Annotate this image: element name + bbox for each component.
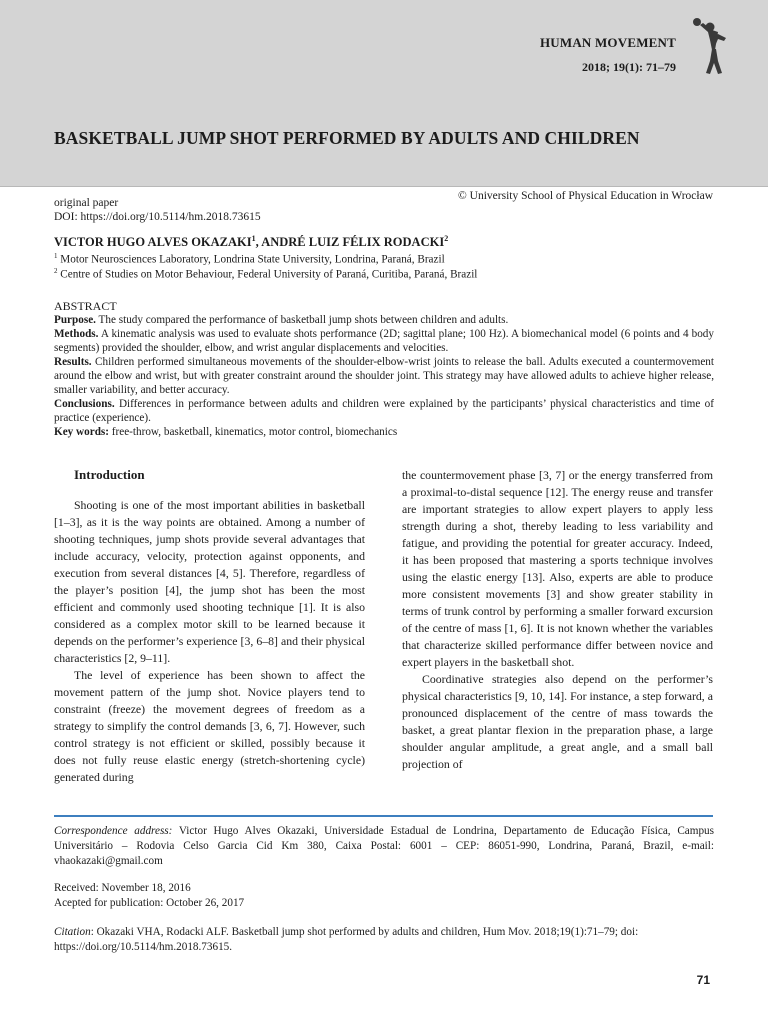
- body-paragraph: Coordinative strategies also depend on the performer’s physical characteristics [9, 10, 14]. For instance, a step forward, a pronounced displacement of the centre of mass towards the basket, a great plantar flexion in the preparation phase, a large shoulder angular amplitude, a great angle, and a small ball projection of: [402, 672, 713, 771]
- keywords-label: Key words:: [54, 426, 109, 438]
- affiliation-2-number: 2: [54, 267, 58, 275]
- affiliation-1-number: 1: [54, 252, 58, 260]
- author-2: ANDRÉ LUIZ FÉLIX RODACKI: [261, 235, 445, 250]
- affiliation-1: [54, 252, 445, 266]
- author-2-affiliation: 2: [444, 234, 449, 243]
- body-paragraph: The level of experience has been shown to affect the movement pattern of the jump shot. Novice players tend to constraint (freeze) the movement degrees of freedom as a strategy to simplify the control demands [3, 6, 7]. However, such control strategy is not efficient or skilled, possibly because it does not fully reuse elastic energy (stretch-shortening cycle) generated during: [54, 668, 365, 784]
- copyright: © University School of Physical Education in Wrocław: [458, 190, 713, 202]
- journal-header: [0, 0, 768, 187]
- abstract-conclusions: [54, 397, 714, 425]
- affiliation-1-text: Motor Neurosciences Laboratory, Londrina State University, Londrina, Paraná, Brazil: [57, 253, 445, 266]
- author-separator: ,: [255, 235, 262, 250]
- keywords: [54, 425, 714, 439]
- correspondence-label: Correspondence address:: [54, 825, 173, 837]
- conclusions-label: Conclusions.: [54, 398, 115, 410]
- authors: [54, 234, 448, 250]
- methods-text: A kinematic analysis was used to evaluate shots performance (2D; sagittal plane; 100 Hz). A biomechanical model (6 points and 4 body segments) provided the shoulder, elbow, and wrist angular displacements and velocities.: [54, 328, 714, 354]
- affiliation-2-text: Centre of Studies on Motor Behaviour, Federal University of Paraná, Curitiba, Paraná, Brazil: [57, 268, 478, 281]
- purpose-text: The study compared the performance of basketball jump shots between children and adults.: [95, 314, 509, 326]
- methods-label: Methods.: [54, 328, 99, 340]
- author-1: VICTOR HUGO ALVES OKAZAKI: [54, 235, 252, 250]
- basketball-player-logo-icon: [688, 16, 732, 78]
- abstract: [54, 299, 714, 439]
- results-text: Children performed simultaneous movements of the shoulder-elbow-wrist joints to release the ball. Adults executed a countermovement around the elbow and wrist, but with greater constraint around the shoulder joint. This strategy may have allowed adults to achieve higher release, smaller variability, and better accuracy.: [54, 356, 714, 396]
- keywords-text: free-throw, basketball, kinematics, motor control, biomechanics: [109, 426, 398, 438]
- page-number: 71: [696, 973, 710, 987]
- correspondence-text: Victor Hugo Alves Okazaki, Universidade Estadual de Londrina, Departamento de Educação Física, Campus Universitário – Rodovia Celso Garcia Cid Km 380, Caixa Postal: 6001 – CEP: 86051-990, Londrina, Paraná, Brazil, e-mail: vhaokazaki@gmail.com: [54, 825, 714, 867]
- author-1-affiliation: 1: [251, 234, 256, 243]
- abstract-results: [54, 355, 714, 397]
- accepted-date: Acepted for publication: October 26, 2017: [54, 897, 245, 909]
- affiliation-2: [54, 267, 477, 281]
- abstract-purpose: [54, 313, 714, 327]
- paper-type: original paper: [54, 197, 119, 209]
- citation-label: Citation: [54, 926, 91, 938]
- footer-divider: [54, 815, 713, 817]
- results-label: Results.: [54, 356, 92, 368]
- body-paragraph: Shooting is one of the most important abilities in basketball [1–3], as it is the way points are obtained. Among a number of shooting techniques, jump shots provide several advantages that include accuracy, velocity, protection against opponents, and execution from several distances [4, 5]. Therefore, regardless of the player’s position [4], the jump shot has been the most efficient and commonly used shooting technique [1]. It is also considered as a complex motor skill to be learned because it depends on the performer’s experience [3, 6–8] and their physical characteristics [2, 9–11].: [54, 498, 365, 665]
- body-column-left: [54, 466, 365, 786]
- section-heading: Introduction: [74, 467, 145, 482]
- conclusions-text: Differences in performance between adults and children were explained by the participants’ physical characteristics and time of practice (experience).: [54, 398, 714, 424]
- body-paragraph: the countermovement phase [3, 7] or the energy transferred from a proximal-to-distal sequence [12]. The energy reuse and transfer are important strategies to allow expert players to apply less strength during a shot, thereby leading to less variability and fatigue, and providing the potential for greater accuracy. Indeed, it has been proposed that mastering a sports technique involves using the elastic energy [13]. Also, experts are able to produce more consistent movements [3] and show greater stability in terms of trunk control by performing a smaller forward excursion of the centre of mass [1, 6]. It is not known whether the variables that characterize skilled performance differ between novice and expert players in the basketball shot.: [402, 468, 713, 669]
- paper-title: BASKETBALL JUMP SHOT PERFORMED BY ADULTS AND CHILDREN: [54, 128, 640, 148]
- abstract-methods: [54, 327, 714, 355]
- journal-name: HUMAN MOVEMENT: [539, 35, 676, 50]
- purpose-label: Purpose.: [54, 314, 96, 326]
- doi-link[interactable]: DOI: https://doi.org/10.5114/hm.2018.73615: [54, 211, 261, 223]
- abstract-heading: ABSTRACT: [54, 299, 117, 313]
- citation-text: : Okazaki VHA, Rodacki ALF. Basketball jump shot performed by adults and children, Hum Mov. 2018;19(1):71–79; doi: https://doi.org/10.5114/hm.2018.73615.: [54, 926, 639, 953]
- citation: [54, 925, 714, 955]
- received-date: Received: November 18, 2016: [54, 882, 191, 894]
- correspondence: [54, 824, 714, 869]
- body-column-right: [402, 467, 713, 773]
- journal-issue: 2018; 19(1): 71–79: [582, 60, 676, 74]
